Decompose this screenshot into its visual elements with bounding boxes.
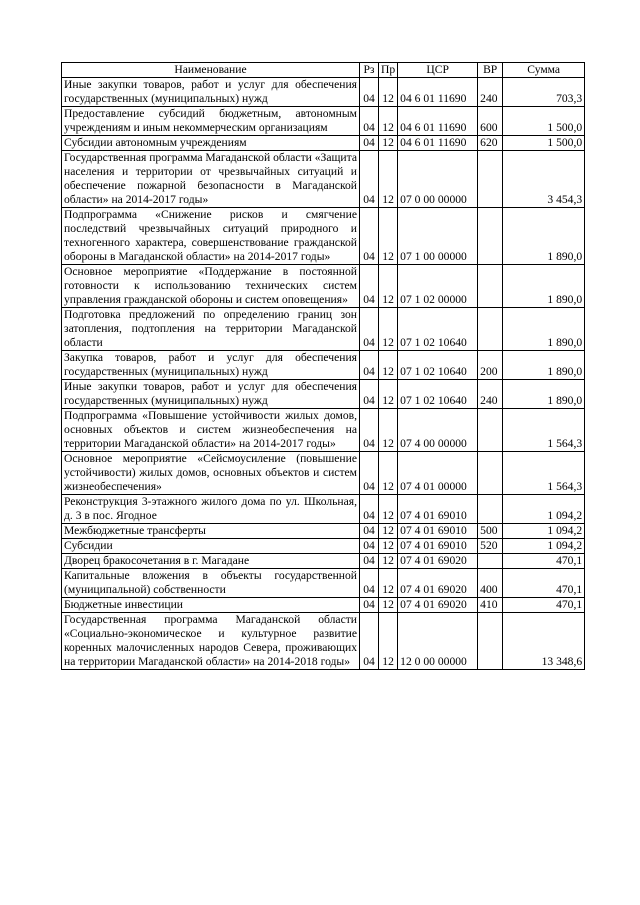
- row-pr-cell: 12: [379, 598, 398, 613]
- row-csr-cell: 07 4 01 69010: [398, 539, 478, 554]
- row-sum-cell: 1 890,0: [503, 208, 585, 265]
- row-name-cell: Бюджетные инвестиции: [62, 598, 360, 613]
- table-row: [62, 107, 585, 136]
- table-row: [62, 136, 585, 151]
- row-pr-cell: 12: [379, 351, 398, 380]
- row-rz-cell: 04: [360, 598, 379, 613]
- row-pr-cell: 12: [379, 524, 398, 539]
- row-vr-cell: [478, 554, 503, 569]
- row-csr-cell: 12 0 00 00000: [398, 613, 478, 670]
- table-row: [62, 409, 585, 452]
- row-vr-cell: 410: [478, 598, 503, 613]
- row-rz-cell: 04: [360, 539, 379, 554]
- row-name-cell: Субсидии автономным учреждениям: [62, 136, 360, 151]
- row-name-cell: Подпрограмма «Повышение устойчивости жилых домов, основных объектов и систем жизнеобеспечения на территории Магаданской области» на 2014-2017 годы»: [62, 409, 360, 452]
- table-row: [62, 151, 585, 208]
- row-pr-cell: 12: [379, 107, 398, 136]
- row-rz-cell: 04: [360, 554, 379, 569]
- table-row: [62, 208, 585, 265]
- row-vr-cell: [478, 613, 503, 670]
- row-rz-cell: 04: [360, 351, 379, 380]
- row-rz-cell: 04: [360, 569, 379, 598]
- table-row: [62, 78, 585, 107]
- row-csr-cell: 07 4 00 00000: [398, 409, 478, 452]
- row-vr-cell: [478, 208, 503, 265]
- row-rz-cell: 04: [360, 136, 379, 151]
- row-name-cell: Государственная программа Магаданской области «Социально-экономическое и культурное развитие коренных малочисленных народов Севера, проживающих на территории Магаданской области» на 2014-2018 годы»: [62, 613, 360, 670]
- row-sum-cell: 1 094,2: [503, 539, 585, 554]
- row-sum-cell: 3 454,3: [503, 151, 585, 208]
- row-csr-cell: 07 4 01 00000: [398, 452, 478, 495]
- table-header-row: [62, 63, 585, 78]
- row-csr-cell: 04 6 01 11690: [398, 107, 478, 136]
- row-pr-cell: 12: [379, 409, 398, 452]
- row-csr-cell: 07 4 01 69020: [398, 598, 478, 613]
- row-pr-cell: 12: [379, 452, 398, 495]
- row-sum-cell: 1 500,0: [503, 107, 585, 136]
- table-row: [62, 308, 585, 351]
- row-vr-cell: 620: [478, 136, 503, 151]
- row-pr-cell: 12: [379, 265, 398, 308]
- row-pr-cell: 12: [379, 613, 398, 670]
- row-name-cell: Реконструкция 3-этажного жилого дома по ул. Школьная, д. 3 в пос. Ягодное: [62, 495, 360, 524]
- row-vr-cell: [478, 151, 503, 208]
- table-row: [62, 524, 585, 539]
- row-vr-cell: 240: [478, 78, 503, 107]
- row-rz-cell: 04: [360, 409, 379, 452]
- row-pr-cell: 12: [379, 554, 398, 569]
- row-name-cell: Дворец бракосочетания в г. Магадане: [62, 554, 360, 569]
- row-name-cell: Субсидии: [62, 539, 360, 554]
- row-name-cell: Закупка товаров, работ и услуг для обеспечения государственных (муниципальных) нужд: [62, 351, 360, 380]
- row-pr-cell: 12: [379, 495, 398, 524]
- row-name-cell: Основное мероприятие «Поддержание в постоянной готовности к использованию технических систем управления гражданской обороны и систем оповещения»: [62, 265, 360, 308]
- row-name-cell: Подготовка предложений по определению границ зон затопления, подтопления на территории Магаданской области: [62, 308, 360, 351]
- row-sum-cell: 1 890,0: [503, 265, 585, 308]
- row-vr-cell: 520: [478, 539, 503, 554]
- row-pr-cell: 12: [379, 208, 398, 265]
- row-sum-cell: 1 094,2: [503, 524, 585, 539]
- row-rz-cell: 04: [360, 495, 379, 524]
- table-row: [62, 613, 585, 670]
- row-name-cell: Капитальные вложения в объекты государственной (муниципальной) собственности: [62, 569, 360, 598]
- row-sum-cell: 1 564,3: [503, 452, 585, 495]
- row-pr-cell: 12: [379, 151, 398, 208]
- table-body: [62, 78, 585, 670]
- header-csr: ЦСР: [398, 63, 478, 78]
- row-csr-cell: 07 1 02 10640: [398, 351, 478, 380]
- row-name-cell: Предоставление субсидий бюджетным, автономным учреждениям и иным некоммерческим организациям: [62, 107, 360, 136]
- row-rz-cell: 04: [360, 107, 379, 136]
- row-sum-cell: 703,3: [503, 78, 585, 107]
- row-sum-cell: 470,1: [503, 569, 585, 598]
- table-row: [62, 265, 585, 308]
- row-sum-cell: 1 890,0: [503, 308, 585, 351]
- row-sum-cell: 1 094,2: [503, 495, 585, 524]
- row-csr-cell: 07 0 00 00000: [398, 151, 478, 208]
- row-rz-cell: 04: [360, 613, 379, 670]
- table-row: [62, 452, 585, 495]
- row-sum-cell: 470,1: [503, 554, 585, 569]
- header-pr: Пр: [379, 63, 398, 78]
- row-sum-cell: 1 500,0: [503, 136, 585, 151]
- row-rz-cell: 04: [360, 308, 379, 351]
- row-rz-cell: 04: [360, 151, 379, 208]
- row-name-cell: Государственная программа Магаданской области «Защита населения и территории от чрезвычайных ситуаций и обеспечение пожарной безопасности в Магаданской области» на 2014-2017 годы»: [62, 151, 360, 208]
- row-name-cell: Иные закупки товаров, работ и услуг для обеспечения государственных (муниципальных) нужд: [62, 380, 360, 409]
- table-row: [62, 539, 585, 554]
- row-rz-cell: 04: [360, 265, 379, 308]
- row-vr-cell: [478, 495, 503, 524]
- row-sum-cell: 1 564,3: [503, 409, 585, 452]
- row-vr-cell: 600: [478, 107, 503, 136]
- row-csr-cell: 07 1 02 10640: [398, 380, 478, 409]
- row-csr-cell: 07 4 01 69010: [398, 524, 478, 539]
- row-csr-cell: 07 1 00 00000: [398, 208, 478, 265]
- row-pr-cell: 12: [379, 380, 398, 409]
- row-vr-cell: [478, 452, 503, 495]
- row-csr-cell: 07 1 02 10640: [398, 308, 478, 351]
- budget-table: [61, 62, 585, 670]
- row-sum-cell: 1 890,0: [503, 351, 585, 380]
- row-rz-cell: 04: [360, 524, 379, 539]
- row-vr-cell: [478, 409, 503, 452]
- row-rz-cell: 04: [360, 452, 379, 495]
- row-sum-cell: 13 348,6: [503, 613, 585, 670]
- header-sum: Сумма: [503, 63, 585, 78]
- row-vr-cell: [478, 308, 503, 351]
- row-csr-cell: 07 4 01 69020: [398, 569, 478, 598]
- header-name: Наименование: [62, 63, 360, 78]
- row-rz-cell: 04: [360, 78, 379, 107]
- row-csr-cell: 07 1 02 00000: [398, 265, 478, 308]
- document-page: [61, 62, 585, 670]
- table-row: [62, 554, 585, 569]
- row-csr-cell: 07 4 01 69010: [398, 495, 478, 524]
- table-row: [62, 569, 585, 598]
- row-vr-cell: 240: [478, 380, 503, 409]
- table-row: [62, 598, 585, 613]
- row-vr-cell: 500: [478, 524, 503, 539]
- row-pr-cell: 12: [379, 569, 398, 598]
- row-csr-cell: 04 6 01 11690: [398, 78, 478, 107]
- header-vr: ВР: [478, 63, 503, 78]
- row-pr-cell: 12: [379, 136, 398, 151]
- row-vr-cell: 400: [478, 569, 503, 598]
- row-vr-cell: [478, 265, 503, 308]
- row-pr-cell: 12: [379, 308, 398, 351]
- table-row: [62, 495, 585, 524]
- row-pr-cell: 12: [379, 539, 398, 554]
- row-pr-cell: 12: [379, 78, 398, 107]
- table-row: [62, 380, 585, 409]
- row-name-cell: Иные закупки товаров, работ и услуг для обеспечения государственных (муниципальных) нужд: [62, 78, 360, 107]
- row-sum-cell: 470,1: [503, 598, 585, 613]
- row-csr-cell: 07 4 01 69020: [398, 554, 478, 569]
- row-sum-cell: 1 890,0: [503, 380, 585, 409]
- row-rz-cell: 04: [360, 208, 379, 265]
- header-rz: Рз: [360, 63, 379, 78]
- row-name-cell: Основное мероприятие «Сейсмоусиление (повышение устойчивости) жилых домов, основных объектов и систем жизнеобеспечения»: [62, 452, 360, 495]
- table-row: [62, 351, 585, 380]
- row-vr-cell: 200: [478, 351, 503, 380]
- row-name-cell: Подпрограмма «Снижение рисков и смягчение последствий чрезвычайных ситуаций природного и техногенного характера, совершенствование гражданской обороны в Магаданской области» на 2014-2017 годы»: [62, 208, 360, 265]
- row-name-cell: Межбюджетные трансферты: [62, 524, 360, 539]
- row-rz-cell: 04: [360, 380, 379, 409]
- row-csr-cell: 04 6 01 11690: [398, 136, 478, 151]
